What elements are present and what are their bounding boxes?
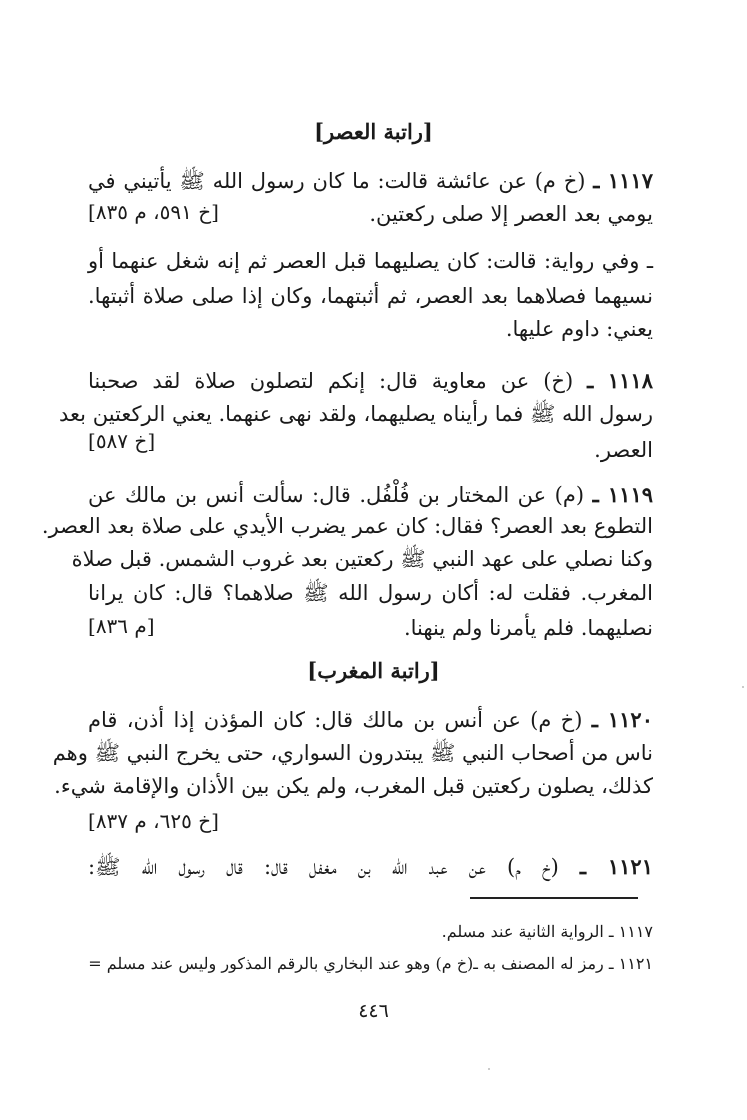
hadith-1117-variant-line-2: نسيهما فصلاهما بعد العصر، ثم أثبتهما، وكان إذا صلى صلاة أثبتها.: [88, 284, 653, 308]
hadith-1119-reference: [م ٨٣٦]: [88, 614, 155, 638]
hadith-1119-line-2: التطوع بعد العصر؟ فقال: كان عمر يضرب الأيدي على صلاة بعد العصر.: [41, 514, 653, 538]
hadith-1120-line-3: كذلك، يصلون ركعتين قبل المغرب، ولم يكن بين الأذان والإقامة شيء.: [54, 774, 653, 798]
footnote-1117: ١١١٧ ـ الرواية الثانية عند مسلم.: [441, 922, 653, 941]
hadith-1119-line-4: المغرب. فقلت له: أكان رسول الله ﷺ صلاهما؟ قال: كان يرانا: [88, 581, 653, 605]
hadith-1118-number: ١١١٨ ـ: [587, 368, 653, 393]
hadith-1118-text-1: (خ) عن معاوية قال: إنكم لتصلون صلاة لقد صحبنا: [88, 369, 574, 393]
scan-speck: [488, 1068, 490, 1070]
hadith-1117-reference: [خ ٥٩١، م ٨٣٥]: [88, 200, 219, 224]
hadith-1120-reference: [خ ٦٢٥، م ٨٣٧]: [88, 809, 219, 833]
footnote-1121: ١١٢١ ـ رمز له المصنف به ـ(خ م) وهو عند البخاري بالرقم المذكور وليس عند مسلم =: [88, 954, 653, 973]
hadith-1119-text-1: (م) عن المختار بن فُلْفُل. قال: سألت أنس بن مالك عن: [88, 483, 585, 507]
hadith-1118-reference: [خ ٥٨٧]: [88, 429, 156, 453]
hadith-1118-line-2: رسول الله ﷺ فما رأيناه يصليهما، ولقد نهى عنهما. يعني الركعتين بعد: [59, 402, 653, 426]
hadith-1117-number: ١١١٧ ـ: [593, 168, 653, 193]
hadith-1120-number: ١١٢٠ ـ: [591, 707, 653, 732]
hadith-1119-number: ١١١٩ ـ: [592, 482, 654, 507]
hadith-1118-line-3: العصر.: [594, 438, 653, 462]
hadith-1121-line-1: [88, 852, 653, 882]
footnote-separator: [470, 897, 638, 899]
hadith-1119-line-1: [88, 480, 653, 510]
hadith-1120-text-1: (خ م) عن أنس بن مالك قال: كان المؤذن إذا أذن، قام: [88, 708, 583, 732]
hadith-1121-number: ١١٢١ ـ: [579, 854, 653, 879]
hadith-1117-variant-line-3: يعني: داوم عليها.: [505, 317, 653, 341]
hadith-1117-text-1: (خ م) عن عائشة قالت: ما كان رسول الله ﷺ يأتيني في: [88, 169, 586, 193]
scan-speck: [742, 686, 744, 688]
hadith-1120-line-2: ناس من أصحاب النبي ﷺ يبتدرون السواري، حتى يخرج النبي ﷺ وهم: [52, 741, 653, 765]
hadith-1121-text-1: (خ م) عن عبد الله بن مغفل قال: قال رسول الله ﷺ:: [88, 855, 559, 879]
hadith-1119-line-3: وكنا نصلي على عهد النبي ﷺ ركعتين بعد غروب الشمس. قبل صلاة: [71, 547, 653, 571]
page-number: ٤٤٦: [358, 1000, 389, 1022]
hadith-1118-line-1: [88, 366, 653, 396]
section-heading-asr: [راتبة العصر]: [314, 119, 433, 144]
hadith-1120-line-1: [88, 705, 653, 735]
section-heading-maghrib: [راتبة المغرب]: [307, 658, 440, 683]
hadith-1119-line-5: نصليهما. فلم يأمرنا ولم ينهنا.: [403, 616, 653, 640]
hadith-1117-line-1: [88, 166, 653, 196]
hadith-1117-variant-line-1: ـ وفي رواية: قالت: كان يصليهما قبل العصر ثم إنه شغل عنهما أو: [88, 249, 653, 273]
hadith-1117-line-2: يومي بعد العصر إلا صلى ركعتين.: [369, 202, 653, 226]
